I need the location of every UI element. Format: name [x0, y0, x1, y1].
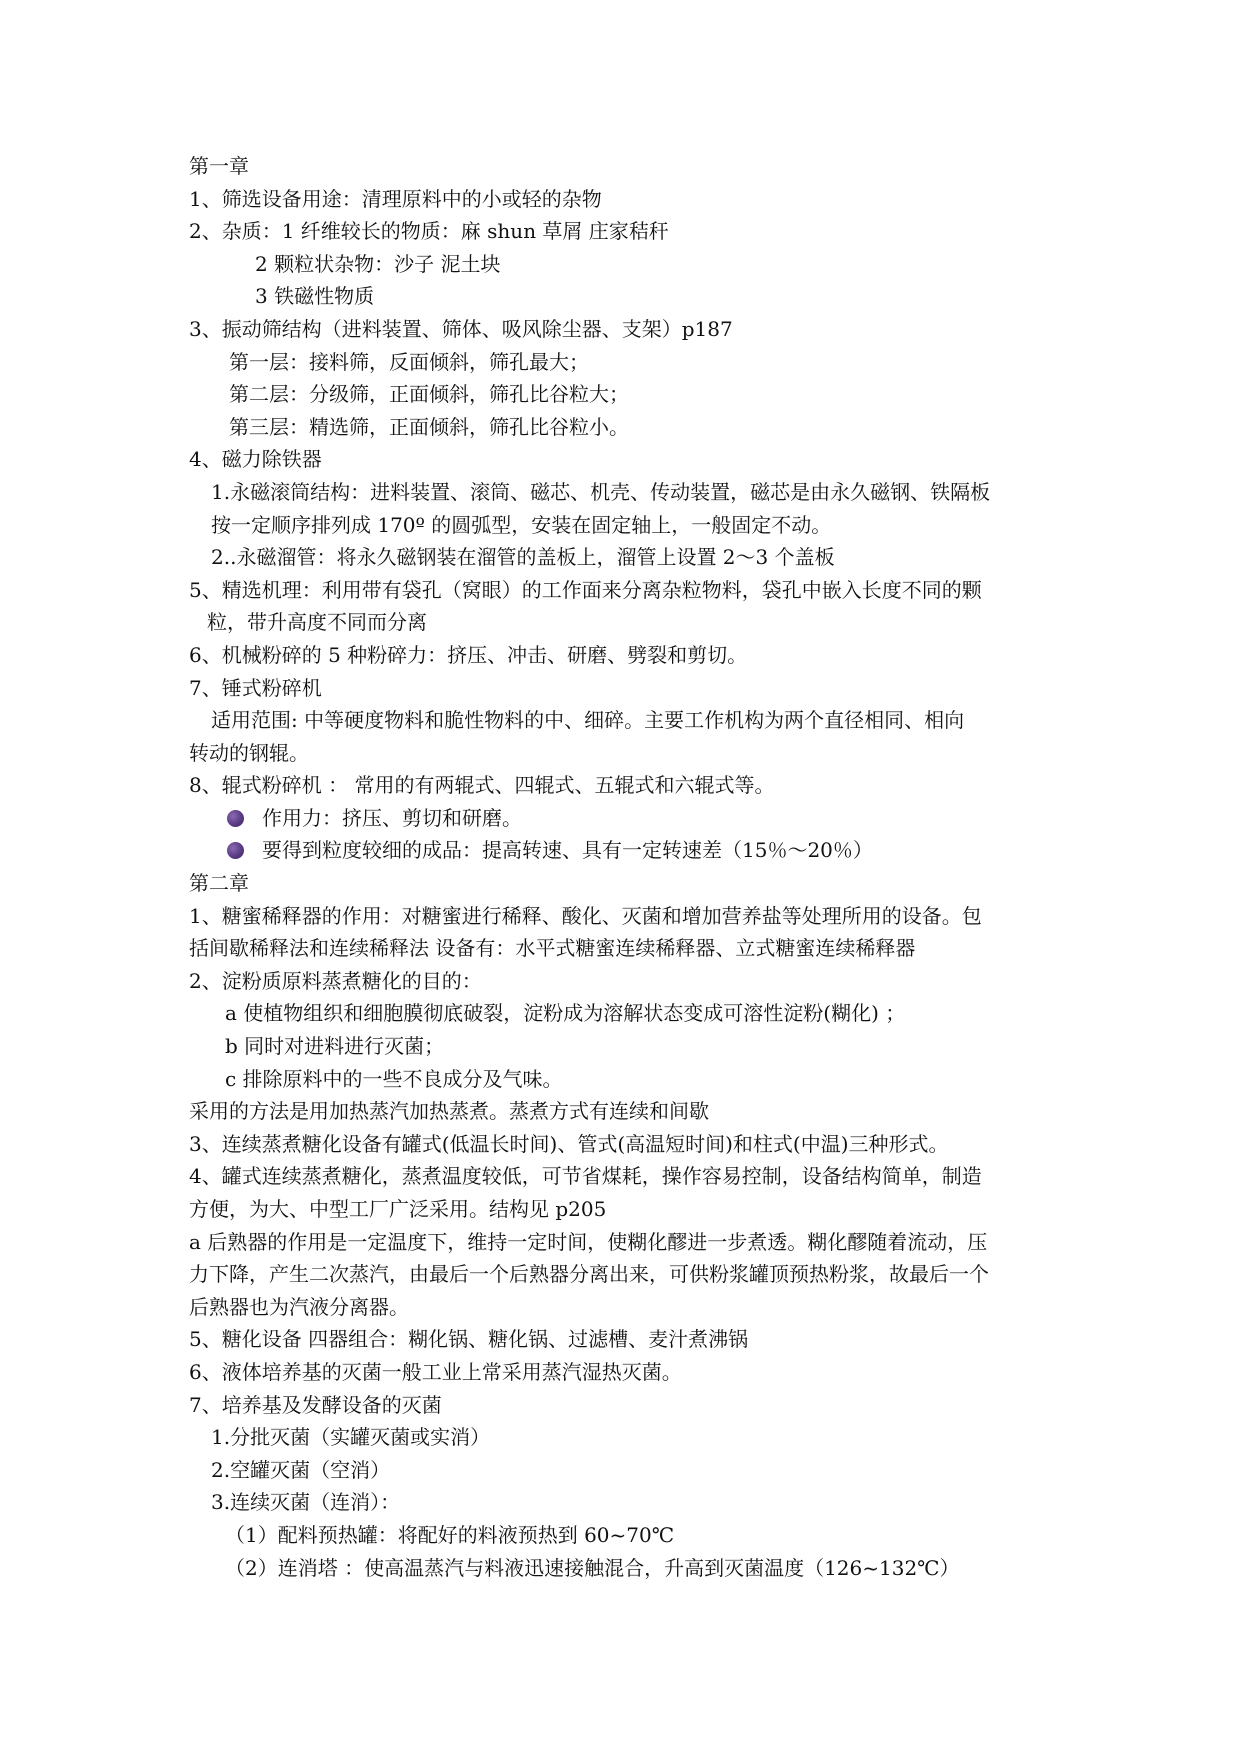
text-line: 3、连续蒸煮糖化设备有罐式(低温长时间)、管式(高温短时间)和柱式(中温)三种形式。: [189, 1131, 949, 1156]
text-line: 4、磁力除铁器: [189, 447, 322, 472]
text-line: 7、培养基及发酵设备的灭菌: [189, 1392, 442, 1417]
chapter-heading: 第一章: [189, 154, 249, 178]
bullet-item: [189, 802, 1069, 835]
text-line: c 排除原料中的一些不良成分及气味。: [225, 1066, 563, 1091]
text-line: 1、糖蜜稀释器的作用：对糖蜜进行稀释、酸化、灭菌和增加营养盐等处理所用的设备。包: [189, 903, 982, 928]
text-line: 方便，为大、中型工厂广泛采用。结构见 p205: [189, 1197, 607, 1221]
text-line: 1.分批灭菌（实罐灭菌或实消）: [211, 1425, 491, 1450]
bullet-icon: [227, 842, 244, 859]
text-line: 7、锤式粉碎机: [189, 675, 322, 700]
text-line: b 同时对进料进行灭菌；: [225, 1034, 445, 1059]
text-line: 后熟器也为汽液分离器。: [189, 1294, 409, 1319]
text-line: 第一层：接料筛，反面倾斜，筛孔最大；: [229, 349, 589, 374]
text-line: 2.空罐灭菌（空消）: [211, 1457, 391, 1482]
text-line: 转动的钢辊。: [189, 740, 309, 765]
text-line: a 后熟器的作用是一定温度下，维持一定时间，使糊化醪进一步煮透。糊化醪随着流动，压: [189, 1229, 988, 1254]
text-line: 2、淀粉质原料蒸煮糖化的目的：: [189, 968, 482, 993]
chapter-heading: 第二章: [189, 871, 249, 896]
text-line: 4、罐式连续蒸煮糖化，蒸煮温度较低，可节省煤耗，操作容易控制，设备结构简单，制造: [189, 1164, 982, 1189]
text-line: 第二层：分级筛，正面倾斜，筛孔比谷粒大；: [229, 382, 629, 407]
text-line: 3 铁磁性物质: [255, 284, 375, 309]
text-line: 3.连续灭菌（连消）：: [211, 1490, 401, 1515]
text-line: 5、糖化设备 四器组合：糊化锅、糖化锅、过滤槽、麦汁煮沸锅: [189, 1327, 749, 1352]
bullet-item: [189, 834, 1069, 867]
bullet-icon: [227, 810, 244, 827]
text-line: 粒，带升高度不同而分离: [207, 610, 427, 635]
text-line: 括间歇稀释法和连续稀释法 设备有：水平式糖蜜连续稀释器、立式糖蜜连续稀释器: [189, 936, 916, 961]
text-line: 1.永磁滚筒结构：进料装置、滚筒、磁芯、机壳、传动装置，磁芯是由永久磁钢、铁隔板: [211, 479, 991, 504]
bullet-text: 要得到粒度较细的成品：提高转速、具有一定转速差（15％～20％）: [262, 838, 873, 863]
text-line: （2）连消塔 ：使高温蒸汽与料液迅速接触混合，升高到灭菌温度（126~132℃）: [225, 1555, 960, 1580]
text-line: 采用的方法是用加热蒸汽加热蒸煮。蒸煮方式有连续和间歇: [189, 1099, 709, 1124]
text-line: 8、辊式粉碎机 ： 常用的有两辊式、四辊式、五辊式和六辊式等。: [189, 773, 775, 798]
text-line: 力下降，产生二次蒸汽，由最后一个后熟器分离出来，可供粉浆罐顶预热粉浆，故最后一个: [189, 1262, 989, 1287]
text-line: 按一定顺序排列成 170º 的圆弧型，安装在固定轴上，一般固定不动。: [211, 512, 832, 537]
text-line: （1）配料预热罐：将配好的料液预热到 60~70℃: [225, 1522, 675, 1547]
text-line: 第三层：精选筛，正面倾斜，筛孔比谷粒小。: [229, 414, 629, 439]
text-line: 6、液体培养基的灭菌一般工业上常采用蒸汽湿热灭菌。: [189, 1359, 682, 1384]
document-body: [189, 150, 1069, 1584]
text-line: 1、筛选设备用途：清理原料中的小或轻的杂物: [189, 186, 602, 211]
text-line: 2、杂质：1 纤维较长的物质：麻 shun 草屑 庄家秸秆: [189, 219, 669, 244]
text-line: 适用范围: 中等硬度物料和脆性物料的中、细碎。主要工作机构为两个直径相同、相向: [211, 708, 965, 733]
text-line: 2..永磁溜管：将永久磁钢装在溜管的盖板上，溜管上设置 2～3 个盖板: [211, 545, 835, 570]
bullet-text: 作用力：挤压、剪切和研磨。: [262, 805, 522, 830]
text-line: 2 颗粒状杂物：沙子 泥土块: [255, 251, 501, 276]
text-line: a 使植物组织和细胞膜彻底破裂，淀粉成为溶解状态变成可溶性淀粉(糊化) ；: [225, 1001, 906, 1026]
text-line: 6、机械粉碎的 5 种粉碎力：挤压、冲击、研磨、劈裂和剪切。: [189, 642, 748, 667]
text-line: 5、精选机理：利用带有袋孔（窝眼）的工作面来分离杂粒物料，袋孔中嵌入长度不同的颗: [189, 577, 982, 602]
text-line: 3、振动筛结构（进料装置、筛体、吸风除尘器、支架）p187: [189, 316, 733, 341]
